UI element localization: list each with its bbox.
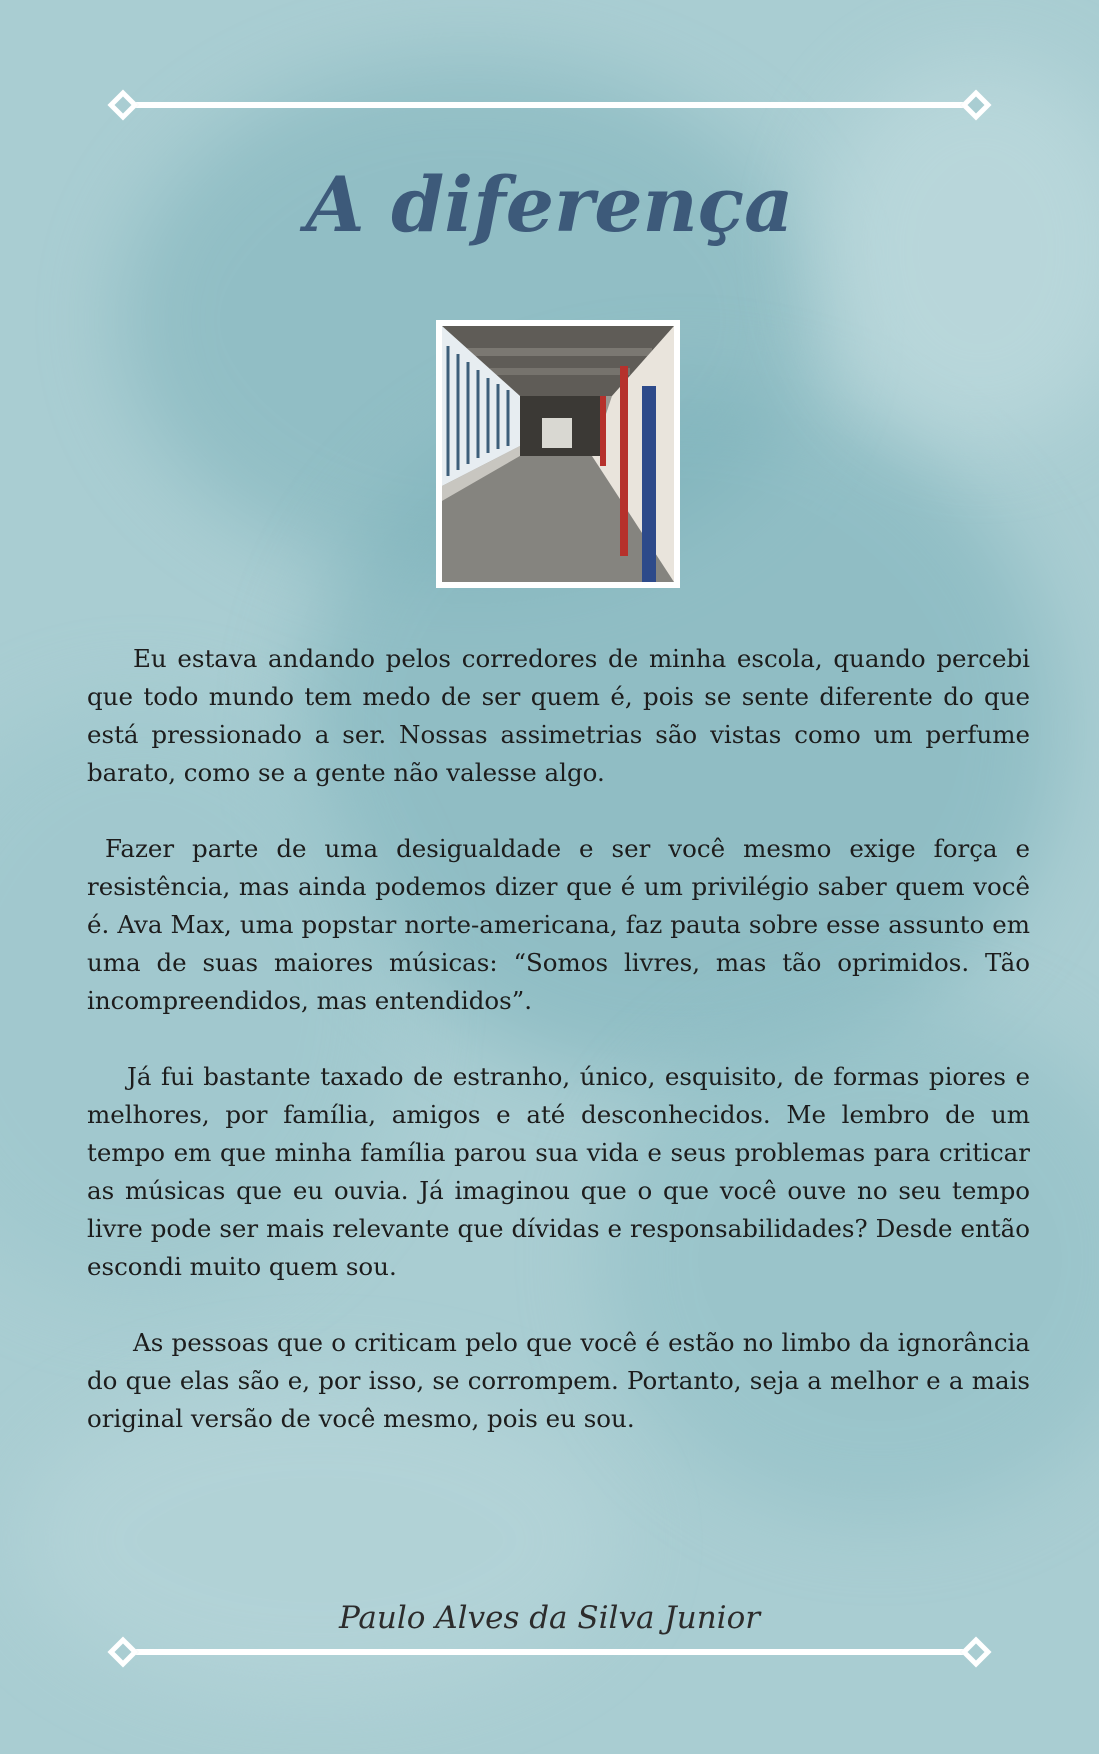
divider-line (126, 1649, 973, 1655)
paragraph: Eu estava andando pelos corredores de minha escola, quando percebi que todo mundo tem medo de ser quem é, pois se sente diferente do que está pressionado a ser. Nossas assimetrias são vistas como um perfume barato, como se a gente não valesse algo. (87, 644, 1030, 787)
school-corridor-photo (442, 326, 674, 582)
paragraph: Fazer parte de uma desigualdade e ser você mesmo exige força e resistência, mas ainda podemos dizer que é um privilégio saber quem você é. Ava Max, uma popstar norte-americana, faz pauta sobre esse assunto em uma de suas maiores músicas: “Somos livres, mas tão oprimidos. Tão incompreendidos, mas entendidos”. (87, 834, 1030, 1015)
bottom-ornament-divider (112, 1640, 987, 1664)
top-ornament-divider (112, 93, 987, 117)
diamond-ornament-icon (960, 89, 991, 120)
page-title: A diferença (305, 160, 794, 249)
diamond-ornament-icon (107, 1636, 138, 1667)
article-body (87, 640, 1030, 1476)
diamond-ornament-icon (107, 89, 138, 120)
paragraph: Já fui bastante taxado de estranho, único, esquisito, de formas piores e melhores, por família, amigos e até desconhecidos. Me lembro de um tempo em que minha família parou sua vida e seus problemas para criticar as músicas que eu ouvia. Já imaginou que o que você ouve no seu tempo livre pode ser mais relevante que dívidas e responsabilidades? Desde então escondi muito quem sou. (87, 1062, 1030, 1281)
divider-line (126, 102, 973, 108)
author-signature: Paulo Alves da Silva Junior (338, 1600, 761, 1636)
paragraph: As pessoas que o criticam pelo que você é estão no limbo da ignorância do que elas são e, por isso, se corrompem. Portanto, seja a melhor e a mais original versão de você mesmo, pois eu sou. (87, 1328, 1030, 1433)
diamond-ornament-icon (960, 1636, 991, 1667)
photo-frame (436, 320, 680, 588)
